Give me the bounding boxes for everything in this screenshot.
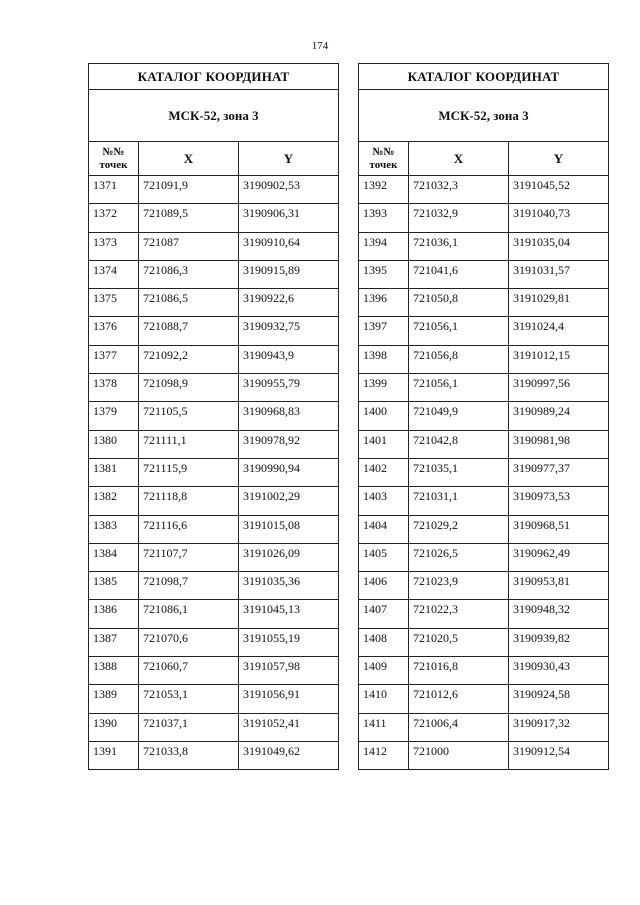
y-coordinate-cell: 3190973,53 — [509, 487, 609, 515]
table-row — [89, 487, 339, 515]
catalog-rows-left — [89, 176, 339, 770]
x-coordinate-cell: 721037,1 — [139, 713, 239, 741]
point-number-cell: 1383 — [89, 515, 139, 543]
catalog-title: КАТАЛОГ КООРДИНАТ — [359, 64, 609, 90]
x-coordinate-cell: 721020,5 — [409, 628, 509, 656]
y-coordinate-cell: 3190955,79 — [239, 374, 339, 402]
point-number-cell: 1393 — [359, 204, 409, 232]
point-number-cell: 1396 — [359, 289, 409, 317]
point-number-cell: 1412 — [359, 741, 409, 769]
point-number-cell: 1372 — [89, 204, 139, 232]
point-number-cell: 1381 — [89, 458, 139, 486]
x-coordinate-cell: 721050,8 — [409, 289, 509, 317]
point-number-cell: 1400 — [359, 402, 409, 430]
y-coordinate-cell: 3190948,32 — [509, 600, 609, 628]
coordinate-catalog-left — [88, 63, 339, 770]
x-coordinate-cell: 721091,9 — [139, 176, 239, 204]
table-row — [359, 345, 609, 373]
y-coordinate-cell: 3190953,81 — [509, 572, 609, 600]
point-number-cell: 1410 — [359, 685, 409, 713]
point-number-cell: 1389 — [89, 685, 139, 713]
x-coordinate-cell: 721098,9 — [139, 374, 239, 402]
y-coordinate-cell: 3191057,98 — [239, 657, 339, 685]
y-coordinate-cell: 3190930,43 — [509, 657, 609, 685]
y-coordinate-cell: 3190924,58 — [509, 685, 609, 713]
column-header-num-sublabel: точек — [369, 158, 398, 171]
point-number-cell: 1380 — [89, 430, 139, 458]
y-coordinate-cell: 3190906,31 — [239, 204, 339, 232]
point-number-cell: 1397 — [359, 317, 409, 345]
y-coordinate-cell: 3190922,6 — [239, 289, 339, 317]
table-row — [89, 374, 339, 402]
y-coordinate-cell: 3191052,41 — [239, 713, 339, 741]
x-coordinate-cell: 721086,1 — [139, 600, 239, 628]
y-coordinate-cell: 3190943,9 — [239, 345, 339, 373]
x-coordinate-cell: 721031,1 — [409, 487, 509, 515]
x-coordinate-cell: 721000 — [409, 741, 509, 769]
table-row — [359, 458, 609, 486]
point-number-cell: 1384 — [89, 543, 139, 571]
x-coordinate-cell: 721036,1 — [409, 232, 509, 260]
column-header-num-label: №№ — [372, 145, 395, 158]
table-row — [89, 289, 339, 317]
table-row — [89, 628, 339, 656]
x-coordinate-cell: 721089,5 — [139, 204, 239, 232]
x-coordinate-cell: 721012,6 — [409, 685, 509, 713]
y-coordinate-cell: 3191024,4 — [509, 317, 609, 345]
y-coordinate-cell: 3190932,75 — [239, 317, 339, 345]
y-coordinate-cell: 3191026,09 — [239, 543, 339, 571]
x-coordinate-cell: 721035,1 — [409, 458, 509, 486]
y-coordinate-cell: 3191035,04 — [509, 232, 609, 260]
point-number-cell: 1374 — [89, 260, 139, 288]
y-coordinate-cell: 3191045,52 — [509, 176, 609, 204]
x-coordinate-cell: 721032,3 — [409, 176, 509, 204]
x-coordinate-cell: 721118,8 — [139, 487, 239, 515]
x-coordinate-cell: 721029,2 — [409, 515, 509, 543]
point-number-cell: 1403 — [359, 487, 409, 515]
table-row — [89, 657, 339, 685]
x-coordinate-cell: 721032,9 — [409, 204, 509, 232]
y-coordinate-cell: 3191035,36 — [239, 572, 339, 600]
table-row — [359, 317, 609, 345]
y-coordinate-cell: 3190968,83 — [239, 402, 339, 430]
table-row — [359, 543, 609, 571]
y-coordinate-cell: 3191056,91 — [239, 685, 339, 713]
point-number-cell: 1407 — [359, 600, 409, 628]
point-number-cell: 1395 — [359, 260, 409, 288]
table-row — [89, 260, 339, 288]
table-row — [89, 515, 339, 543]
table-row — [89, 741, 339, 769]
x-coordinate-cell: 721056,1 — [409, 317, 509, 345]
x-coordinate-cell: 721116,6 — [139, 515, 239, 543]
point-number-cell: 1392 — [359, 176, 409, 204]
x-coordinate-cell: 721022,3 — [409, 600, 509, 628]
page-number: 174 — [311, 40, 329, 52]
table-row — [89, 458, 339, 486]
table-row — [359, 600, 609, 628]
y-coordinate-cell: 3190997,56 — [509, 374, 609, 402]
y-coordinate-cell: 3191055,19 — [239, 628, 339, 656]
y-coordinate-cell: 3190977,37 — [509, 458, 609, 486]
point-number-cell: 1388 — [89, 657, 139, 685]
table-row — [89, 685, 339, 713]
point-number-cell: 1377 — [89, 345, 139, 373]
x-coordinate-cell: 721105,5 — [139, 402, 239, 430]
y-coordinate-cell: 3190912,54 — [509, 741, 609, 769]
point-number-cell: 1411 — [359, 713, 409, 741]
x-coordinate-cell: 721033,8 — [139, 741, 239, 769]
column-header-x: X — [139, 142, 239, 176]
table-row — [359, 713, 609, 741]
x-coordinate-cell: 721056,1 — [409, 374, 509, 402]
table-row — [359, 628, 609, 656]
table-row — [89, 204, 339, 232]
x-coordinate-cell: 721041,6 — [409, 260, 509, 288]
x-coordinate-cell: 721087 — [139, 232, 239, 260]
x-coordinate-cell: 721115,9 — [139, 458, 239, 486]
table-row — [89, 572, 339, 600]
y-coordinate-cell: 3191031,57 — [509, 260, 609, 288]
point-number-cell: 1398 — [359, 345, 409, 373]
table-row — [359, 741, 609, 769]
coordinate-catalog-right — [358, 63, 609, 770]
x-coordinate-cell: 721049,9 — [409, 402, 509, 430]
column-header-point-number — [89, 142, 139, 176]
y-coordinate-cell: 3190990,94 — [239, 458, 339, 486]
point-number-cell: 1391 — [89, 741, 139, 769]
catalog-subtitle: МСК-52, зона 3 — [89, 90, 339, 142]
y-coordinate-cell: 3191029,81 — [509, 289, 609, 317]
x-coordinate-cell: 721060,7 — [139, 657, 239, 685]
table-row — [359, 204, 609, 232]
y-coordinate-cell: 3191012,15 — [509, 345, 609, 373]
y-coordinate-cell: 3190917,32 — [509, 713, 609, 741]
column-header-num-label: №№ — [102, 145, 125, 158]
y-coordinate-cell: 3190978,92 — [239, 430, 339, 458]
table-row — [89, 317, 339, 345]
point-number-cell: 1408 — [359, 628, 409, 656]
catalog-subtitle: МСК-52, зона 3 — [359, 90, 609, 142]
x-coordinate-cell: 721053,1 — [139, 685, 239, 713]
column-header-x: X — [409, 142, 509, 176]
point-number-cell: 1379 — [89, 402, 139, 430]
point-number-cell: 1371 — [89, 176, 139, 204]
point-number-cell: 1399 — [359, 374, 409, 402]
table-row — [359, 176, 609, 204]
table-row — [359, 657, 609, 685]
table-row — [359, 374, 609, 402]
point-number-cell: 1373 — [89, 232, 139, 260]
x-coordinate-cell: 721016,8 — [409, 657, 509, 685]
column-header-point-number — [359, 142, 409, 176]
table-row — [89, 402, 339, 430]
catalog-title: КАТАЛОГ КООРДИНАТ — [89, 64, 339, 90]
table-row — [359, 232, 609, 260]
y-coordinate-cell: 3190989,24 — [509, 402, 609, 430]
point-number-cell: 1375 — [89, 289, 139, 317]
y-coordinate-cell: 3190915,89 — [239, 260, 339, 288]
x-coordinate-cell: 721098,7 — [139, 572, 239, 600]
x-coordinate-cell: 721107,7 — [139, 543, 239, 571]
y-coordinate-cell: 3191015,08 — [239, 515, 339, 543]
point-number-cell: 1376 — [89, 317, 139, 345]
y-coordinate-cell: 3191002,29 — [239, 487, 339, 515]
table-row — [359, 515, 609, 543]
x-coordinate-cell: 721006,4 — [409, 713, 509, 741]
x-coordinate-cell: 721086,3 — [139, 260, 239, 288]
table-row — [359, 685, 609, 713]
catalog-rows-right — [359, 176, 609, 770]
point-number-cell: 1405 — [359, 543, 409, 571]
table-row — [359, 289, 609, 317]
point-number-cell: 1402 — [359, 458, 409, 486]
table-row — [89, 345, 339, 373]
table-row — [89, 713, 339, 741]
table-row — [359, 430, 609, 458]
point-number-cell: 1404 — [359, 515, 409, 543]
point-number-cell: 1387 — [89, 628, 139, 656]
point-number-cell: 1382 — [89, 487, 139, 515]
y-coordinate-cell: 3190910,64 — [239, 232, 339, 260]
y-coordinate-cell: 3190962,49 — [509, 543, 609, 571]
point-number-cell: 1390 — [89, 713, 139, 741]
point-number-cell: 1385 — [89, 572, 139, 600]
y-coordinate-cell: 3191040,73 — [509, 204, 609, 232]
y-coordinate-cell: 3190981,98 — [509, 430, 609, 458]
point-number-cell: 1409 — [359, 657, 409, 685]
column-header-num-sublabel: точек — [99, 158, 128, 171]
point-number-cell: 1378 — [89, 374, 139, 402]
column-header-y: Y — [239, 142, 339, 176]
point-number-cell: 1401 — [359, 430, 409, 458]
x-coordinate-cell: 721042,8 — [409, 430, 509, 458]
table-row — [89, 430, 339, 458]
x-coordinate-cell: 721086,5 — [139, 289, 239, 317]
x-coordinate-cell: 721026,5 — [409, 543, 509, 571]
y-coordinate-cell: 3191045,13 — [239, 600, 339, 628]
table-row — [359, 487, 609, 515]
table-row — [89, 600, 339, 628]
point-number-cell: 1406 — [359, 572, 409, 600]
x-coordinate-cell: 721023,9 — [409, 572, 509, 600]
table-row — [359, 402, 609, 430]
column-header-y: Y — [509, 142, 609, 176]
table-row — [89, 232, 339, 260]
x-coordinate-cell: 721070,6 — [139, 628, 239, 656]
point-number-cell: 1394 — [359, 232, 409, 260]
y-coordinate-cell: 3190939,82 — [509, 628, 609, 656]
x-coordinate-cell: 721111,1 — [139, 430, 239, 458]
table-row — [89, 176, 339, 204]
x-coordinate-cell: 721056,8 — [409, 345, 509, 373]
table-row — [359, 572, 609, 600]
table-row — [89, 543, 339, 571]
x-coordinate-cell: 721088,7 — [139, 317, 239, 345]
point-number-cell: 1386 — [89, 600, 139, 628]
y-coordinate-cell: 3190902,53 — [239, 176, 339, 204]
y-coordinate-cell: 3191049,62 — [239, 741, 339, 769]
table-row — [359, 260, 609, 288]
x-coordinate-cell: 721092,2 — [139, 345, 239, 373]
y-coordinate-cell: 3190968,51 — [509, 515, 609, 543]
